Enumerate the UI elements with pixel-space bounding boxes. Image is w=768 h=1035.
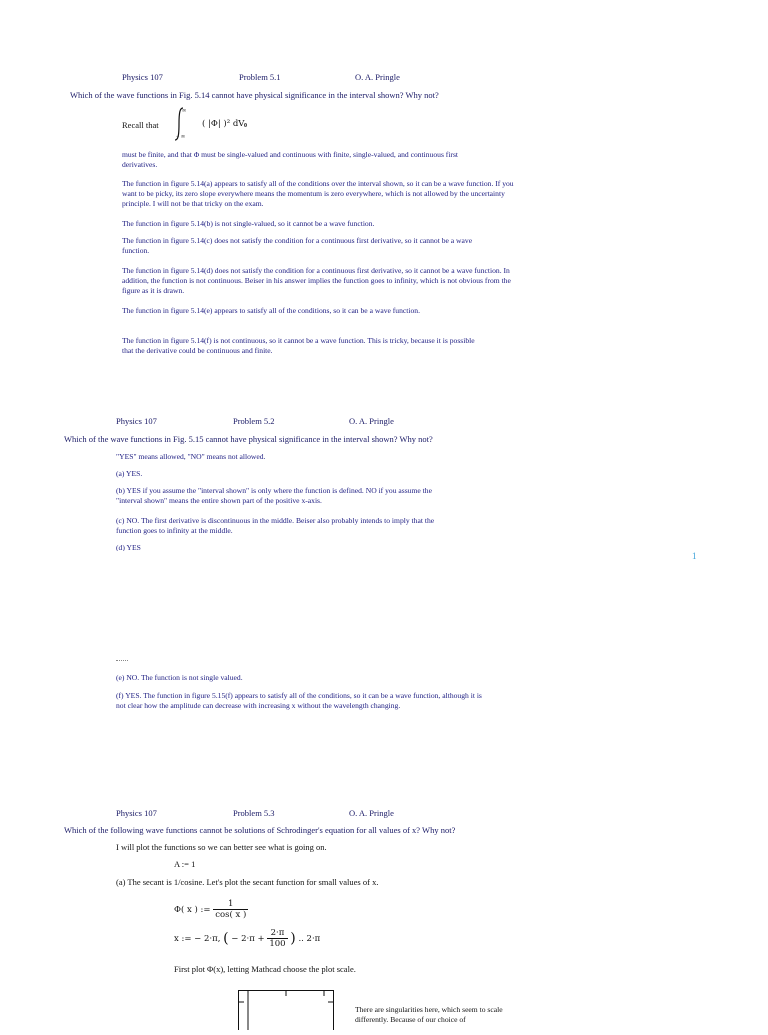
p2-problem: Problem 5.2 — [233, 416, 275, 426]
phi-num: 1 — [213, 899, 248, 910]
p1-author: O. A. Pringle — [355, 72, 400, 82]
p1-para-e: The function in figure 5.14(e) appears to satisfy all of the conditions, so it can be a wave function. — [122, 306, 420, 315]
paren-close: ) — [290, 930, 296, 947]
p3-author: O. A. Pringle — [349, 808, 394, 818]
p3-problem: Problem 5.3 — [233, 808, 275, 818]
x-range-inner: − 2·π + — [231, 934, 265, 944]
secant-plot — [238, 990, 334, 1030]
p2-course: Physics 107 — [116, 416, 157, 426]
p3-side-note: There are singularities here, which seem to scale differently. Because of our choice of — [355, 1005, 503, 1024]
p1-recall-label: Recall that — [122, 120, 159, 130]
phi-den: cos( x ) — [215, 910, 247, 920]
p3-assign: A := 1 — [174, 859, 196, 869]
p1-para-c: The function in figure 5.14(c) does not satisfy the condition for a continuous first derivative, so it cannot be a wave function. — [122, 236, 473, 255]
integrand-subscript: 0 — [244, 123, 247, 129]
integrand: ( |Φ| )² dV — [202, 119, 245, 129]
p3-course: Physics 107 — [116, 808, 157, 818]
p1-course: Physics 107 — [122, 72, 163, 82]
p1-question: Which of the wave functions in Fig. 5.14 cannot have physical significance in the interval shown? Why not? — [70, 90, 439, 100]
p2-para-2: (b) YES if you assume the "interval shown" is only where the function is defined. NO if you assume the "interval shown" means the entire shown part of the positive x-axis. — [116, 486, 432, 505]
p2-para-e: (e) NO. The function is not single valued. — [116, 673, 243, 682]
x-frac-num: 2·π — [267, 928, 287, 939]
p2-author: O. A. Pringle — [349, 416, 394, 426]
p1-para-a: The function in figure 5.14(a) appears to satisfy all of the conditions over the interval shown, so it can be a wave function. If you want to be picky, its zero slope everywhere means the momentum is zero everywhere, which is not allowed by the uncertainty principle. I will not be that tricky on the exam. — [122, 179, 514, 208]
secant-plot-frame — [238, 990, 334, 1030]
p3-part-a: (a) The secant is 1/cosine. Let's plot the secant function for small values of x. — [116, 877, 379, 887]
x-range-start: x := − 2·π, — [174, 934, 221, 944]
p1-para-f: The function in figure 5.14(f) is not continuous, so it cannot be a wave function. This is tricky, because it is possible that the derivative could be continuous and finite. — [122, 336, 475, 355]
p2-para-f: (f) YES. The function in figure 5.15(f) appears to satisfy all of the conditions, so it can be a wave function, although it is not clear how the amplitude can decrease with increasing x without the wavelength changing. — [116, 691, 482, 710]
p3-question: Which of the following wave functions cannot be solutions of Schrodinger's equation for all values of x? Why not? — [64, 825, 456, 835]
p2-para-3: (c) NO. The first derivative is discontinuous in the middle. Beiser also probably intends to imply that the function goes to infinity at the middle. — [116, 516, 435, 535]
p2-para-4-clip — [116, 543, 416, 551]
phi-def — [174, 899, 248, 920]
phi-def-lhs: Φ( x ) := — [174, 905, 211, 915]
p3-plot-note: First plot Φ(x), letting Mathcad choose the plot scale. — [174, 964, 356, 974]
x-range-end: .. 2·π — [298, 934, 321, 944]
p3-intro: I will plot the functions so we can better see what is going on. — [116, 842, 327, 852]
integral-lower: − ∞ — [176, 134, 186, 140]
p2-para-1: (a) YES. — [116, 469, 143, 478]
p1-para-d: The function in figure 5.14(d) does not satisfy the condition for a continuous first derivative, so it cannot be a wave function. In addition, the function is not continuous. Beiser in his answer implies the function goes to infinity, which is not obvious from the figure as it is drawn. — [122, 266, 511, 295]
page-number: 1 — [692, 551, 697, 561]
p2-para-4: (d) YES — [116, 543, 141, 551]
page-break-mark — [116, 660, 128, 663]
x-frac-den: 100 — [269, 939, 286, 949]
integral-upper: ∞ — [182, 108, 187, 114]
paren-open: ( — [223, 930, 229, 947]
p1-para-b: The function in figure 5.14(b) is not single-valued, so it cannot be a wave function. — [122, 219, 375, 228]
p2-question: Which of the wave functions in Fig. 5.15 cannot have physical significance in the interval shown? Why not? — [64, 434, 433, 444]
p1-after-recall: must be finite, and that Φ must be single-valued and continuous with finite, single-valued, and continuous first derivatives. — [122, 150, 459, 169]
x-range-fraction — [267, 928, 287, 949]
p1-problem: Problem 5.1 — [239, 72, 281, 82]
x-range — [174, 928, 320, 949]
phi-fraction — [213, 899, 248, 920]
p2-para-0: "YES" means allowed, "NO" means not allowed. — [116, 452, 266, 461]
